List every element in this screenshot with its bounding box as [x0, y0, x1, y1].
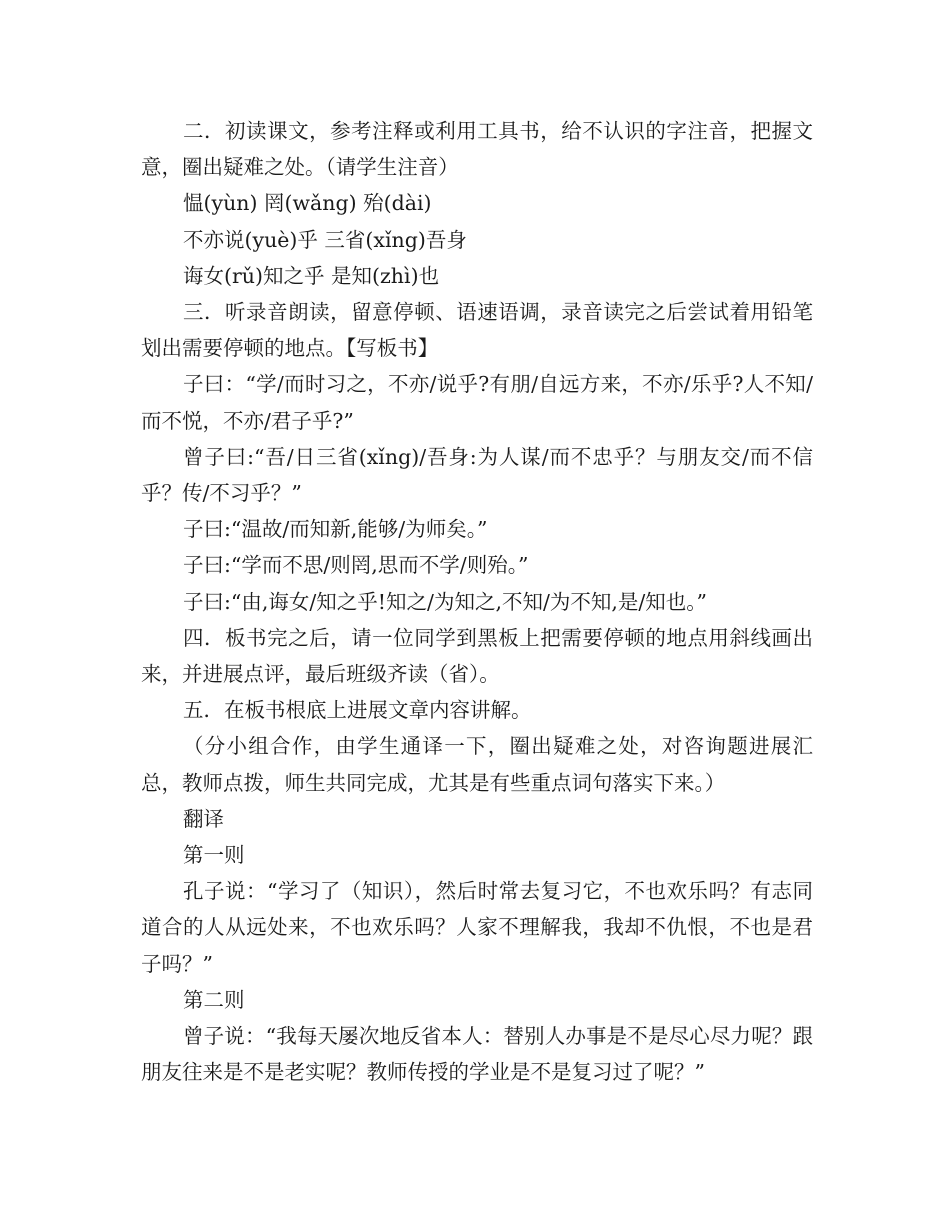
pinyin-line-3: 诲女(rǔ)知之乎 是知(zhì)也	[183, 263, 440, 288]
section-four-heading: 四．板书完之后，请一位同学到黑板上把需要停顿的地点用斜线画出来，并进展点评，最后班级齐读（省）。	[141, 625, 813, 687]
quote-wengu: 子曰:“温故/而知新,能够/为师矣。”	[183, 517, 488, 542]
translation-part-one: 孔子说：“学习了（知识），然后时常去复习它，不也欢乐吗？有志同道合的人从远处来，不也欢乐吗？人家不理解我，我却不仇恨，不也是君子吗？”	[141, 879, 813, 976]
quote-xue-er: 子曰：“学/而时习之，不亦/说乎?有朋/自远方来，不亦/乐乎?人不知/而不悦，不亦/君子乎?”	[141, 372, 813, 433]
part-two-label: 第二则	[183, 987, 245, 1012]
group-work-note: （分小组合作，由学生通译一下，圈出疑难之处，对咨询题进展汇总，教师点拨，师生共同完成，尤其是有些重点词句落实下来。）	[141, 734, 813, 795]
section-three-heading: 三．听录音朗读，留意停顿、语速语调，录音读完之后尝试着用铅笔划出需要停顿的地点。【写板书】	[141, 300, 813, 361]
quote-zengzi: 曾子曰:“吾/日三省(xǐng)/吾身:为人谋/而不忠乎？与朋友交/而不信乎？传/不习乎？”	[141, 444, 813, 506]
translation-heading: 翻译	[183, 806, 224, 831]
quote-xue-si: 子曰:“学而不思/则罔,思而不学/则殆。”	[183, 553, 529, 578]
pinyin-line-2: 不亦说(yuè)乎 三省(xǐng)吾身	[183, 227, 467, 252]
document-body	[141, 113, 813, 1090]
translation-part-two: 曾子说：“我每天屡次地反省本人：替别人办事是不是尽心尽力呢？跟朋友往来是不是老实呢？教师传授的学业是不是复习过了呢？”	[141, 1024, 813, 1085]
pinyin-line-1: 愠(yùn) 罔(wǎng) 殆(dài)	[183, 191, 432, 216]
part-one-label: 第一则	[183, 843, 245, 868]
quote-you: 子曰:“由,诲女/知之乎!知之/为知之,不知/为不知,是/知也。”	[183, 589, 708, 614]
section-two-heading: 二．初读课文，参考注释或利用工具书，给不认识的字注音，把握文意，圈出疑难之处。（请学生注音）	[141, 119, 813, 180]
section-five-heading: 五．在板书根底上进展文章内容讲解。	[183, 698, 532, 723]
